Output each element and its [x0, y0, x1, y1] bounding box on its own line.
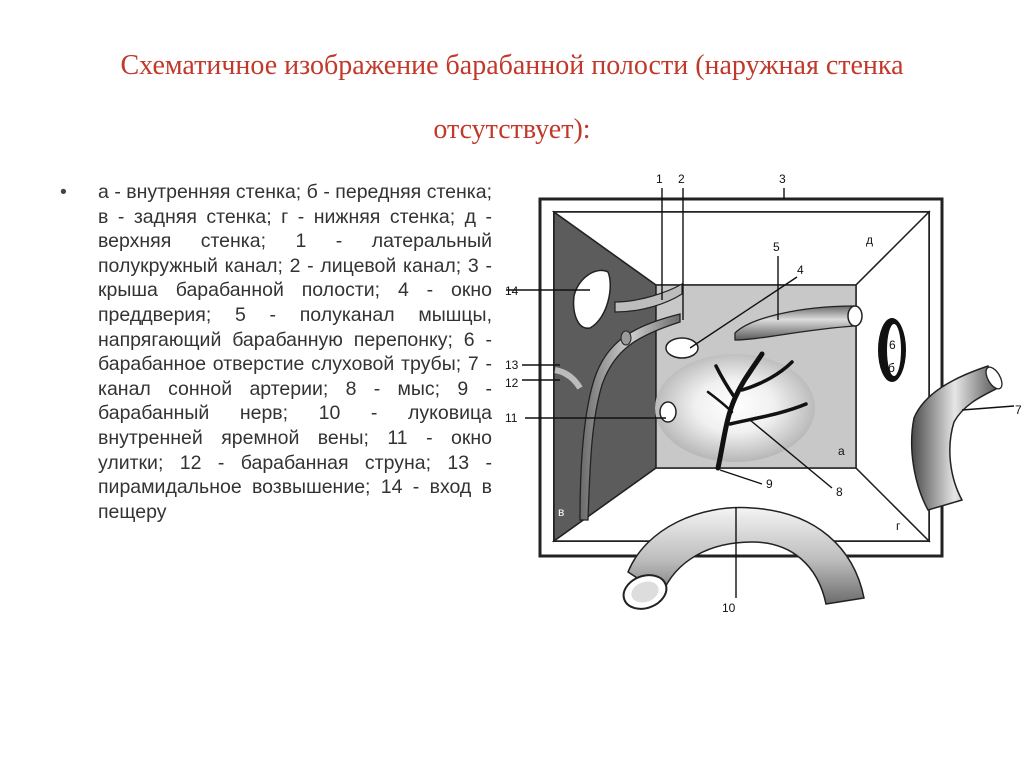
- label-2: 2: [678, 172, 685, 186]
- slide-title: Схематичное изображение барабанной полости (наружная стенка отсутствует):: [120, 50, 904, 145]
- bullet: •: [60, 181, 67, 203]
- label-10: 10: [722, 601, 736, 615]
- label-5: 5: [773, 240, 780, 254]
- muscle-semicanal-opening: [848, 306, 862, 326]
- label-9: 9: [766, 477, 773, 491]
- oval-window: [666, 338, 698, 358]
- label-13: 13: [505, 358, 519, 372]
- wall-label-b: б: [888, 361, 895, 375]
- label-4: 4: [797, 263, 804, 277]
- wall-label-v: в: [558, 505, 565, 519]
- label-14: 14: [505, 284, 519, 298]
- label-3: 3: [779, 172, 786, 186]
- round-window: [660, 402, 676, 422]
- label-1: 1: [656, 172, 663, 186]
- wall-label-a: а: [838, 444, 845, 458]
- legend-text: а - внутренняя стенка; б - передняя стенка; в - задняя стенка; г - нижняя стенка; д - верхняя стенка; 1 - латеральный полукружный канал; 2 - лицевой канал; 3 - крыша барабанной полости; 4 - окно преддверия; 5 - полуканал мышцы, напрягающий барабанную перепонку; 6 - барабанное отверстие слуховой трубы; 7 - канал сонной артерии; 8 - мыс; 9 - барабанный нерв; 10 - луковица внутренней яремной вены; 11 - окно улитки; 12 - барабанная струна; 13 - пирамидальное возвышение; 14 - вход в пещеру: [98, 181, 492, 523]
- tympanic-cavity-diagram: [498, 166, 1024, 616]
- label-11: 11: [505, 411, 518, 425]
- label-6: 6: [889, 338, 896, 352]
- label-12: 12: [505, 376, 519, 390]
- wall-label-g: г: [896, 519, 901, 533]
- label-7: 7: [1015, 403, 1022, 417]
- label-8: 8: [836, 485, 843, 499]
- facial-canal-end: [621, 331, 631, 345]
- wall-label-d: д: [866, 233, 874, 247]
- legend-list: [60, 180, 492, 524]
- legend-item: [60, 180, 492, 524]
